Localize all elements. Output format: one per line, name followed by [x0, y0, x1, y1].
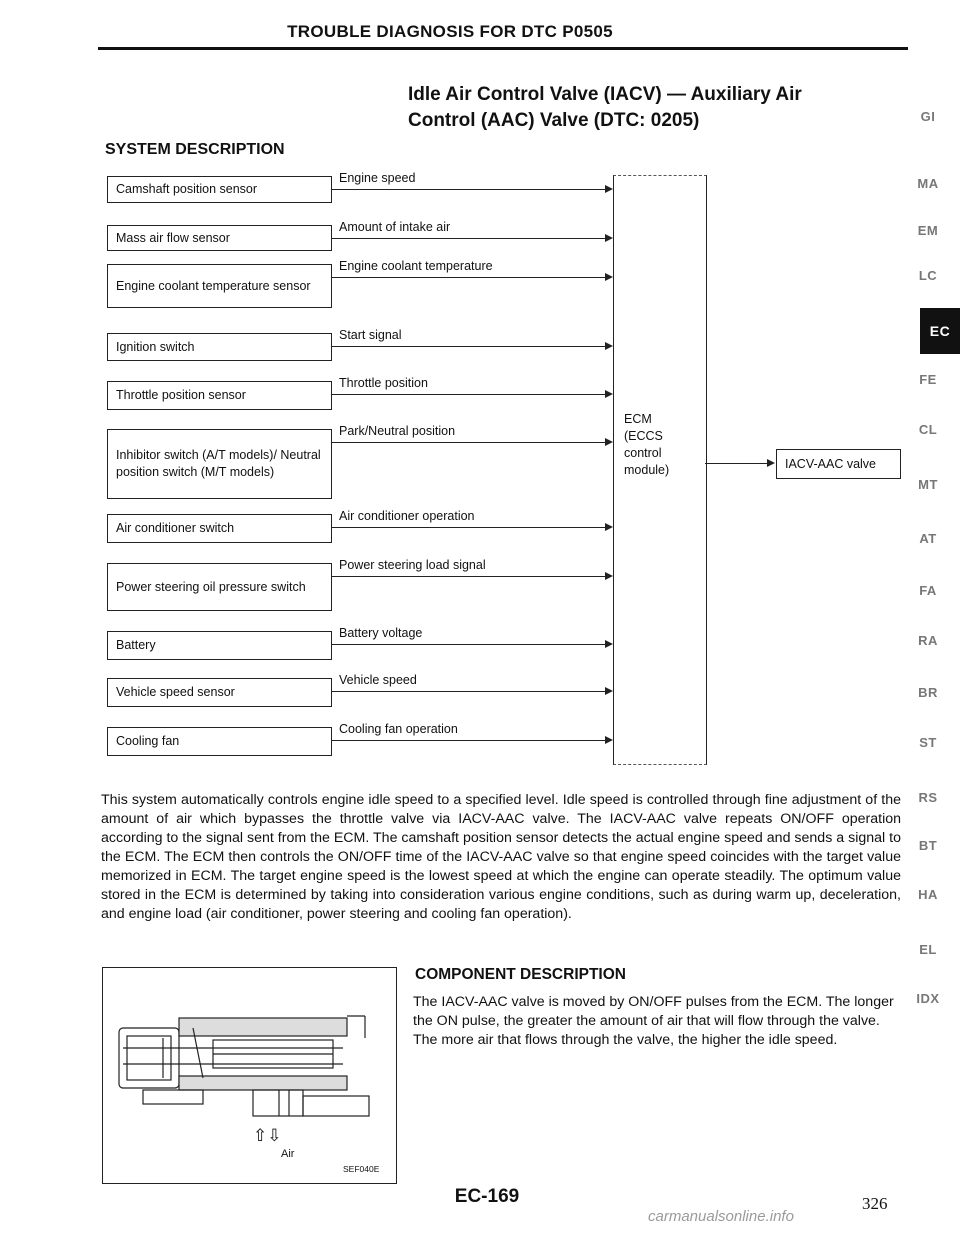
input-sensor-box: Air conditioner switch [107, 514, 332, 543]
component-description-heading: COMPONENT DESCRIPTION [415, 966, 626, 983]
input-signal-label: Power steering load signal [339, 558, 486, 572]
ecm-line: control [624, 446, 662, 460]
section-tab-br[interactable]: BR [918, 685, 938, 700]
signal-line [332, 442, 605, 443]
section-tab-at[interactable]: AT [919, 531, 937, 546]
section-tab-bt[interactable]: BT [918, 838, 938, 853]
signal-line [332, 189, 605, 190]
signal-arrow [605, 736, 613, 744]
input-sensor-box: Power steering oil pressure switch [107, 563, 332, 611]
input-signal-label: Amount of intake air [339, 220, 451, 234]
signal-arrow [605, 640, 613, 648]
input-signal-label: Vehicle speed [339, 673, 417, 687]
input-sensor-box: Engine coolant temperature sensor [107, 264, 332, 308]
section-tab-ma[interactable]: MA [917, 176, 939, 191]
signal-arrow [605, 572, 613, 580]
section-tab-gi[interactable]: GI [920, 109, 936, 124]
signal-line [332, 576, 605, 577]
input-sensor-box: Vehicle speed sensor [107, 678, 332, 707]
section-tab-fa[interactable]: FA [919, 583, 937, 598]
signal-line [332, 691, 605, 692]
section-tab-ha[interactable]: HA [918, 887, 938, 902]
header-rule [98, 47, 908, 50]
signal-arrow [605, 273, 613, 281]
ecm-line: module) [624, 463, 670, 477]
input-signal-label: Engine coolant temperature [339, 259, 493, 273]
iacv-aac-valve-box: IACV-AAC valve [776, 449, 901, 479]
section-tab-lc[interactable]: LC [918, 268, 938, 283]
system-paragraph: This system automatically controls engine idle speed to a specified level. Idle speed is controlled through fine adjustment of the amount of air which bypasses the throttle valve via IACV-AAC valve. The IACV-AAC valve repeats ON/OFF operation according to the signal sent from the ECM. The camshaft position sensor detects the actual engine speed and sends a signal to the ECM. The ECM then controls the ON/OFF time of the IACV-AAC valve so that engine speed coincides with the target value memorized in ECM. The target engine speed is the lowest speed at which the engine can operate steadily. The optimum value stored in the ECM is determined by taking into consideration various engine conditions, such as during warm up, deceleration, and engine load (air conditioner, power steering and cooling fan operation). [101, 792, 901, 922]
signal-arrow [605, 523, 613, 531]
input-sensor-box: Battery [107, 631, 332, 660]
air-flow-arrows: ⇧⇩ [253, 1126, 282, 1145]
signal-arrow [605, 438, 613, 446]
section-tab-fe[interactable]: FE [919, 372, 937, 387]
section-tab-mt[interactable]: MT [918, 477, 938, 492]
input-signal-label: Cooling fan operation [339, 722, 458, 736]
signal-line [332, 740, 605, 741]
figure-air-label: Air [281, 1148, 295, 1160]
page-title: Idle Air Control Valve (IACV) — Auxiliary Air Control (AAC) Valve (DTC: 0205) [408, 84, 802, 131]
input-sensor-box: Mass air flow sensor [107, 225, 332, 251]
signal-line [332, 394, 605, 395]
signal-arrow [605, 234, 613, 242]
watermark: carmanualsonline.info [648, 1208, 794, 1225]
input-signal-label: Start signal [339, 328, 402, 342]
page-number: 326 [862, 1194, 888, 1213]
signal-arrow [605, 342, 613, 350]
section-tab-el[interactable]: EL [919, 942, 937, 957]
section-tab-ra[interactable]: RA [918, 633, 938, 648]
section-tab-cl[interactable]: CL [918, 422, 938, 437]
signal-line [332, 644, 605, 645]
input-sensor-box: Ignition switch [107, 333, 332, 361]
input-sensor-box: Throttle position sensor [107, 381, 332, 410]
section-tab-idx[interactable]: IDX [916, 991, 940, 1006]
section-tab-em[interactable]: EM [917, 223, 939, 238]
section-tab-ec[interactable]: EC [920, 308, 960, 354]
input-sensor-box: Camshaft position sensor [107, 176, 332, 203]
output-arrow [767, 459, 775, 467]
system-description-heading: SYSTEM DESCRIPTION [105, 141, 285, 158]
component-description-text: The IACV-AAC valve is moved by ON/OFF pulses from the ECM. The longer the ON pulse, the greater the amount of air that will flow through the valve. The more air that flows through the valve, the higher the idle speed. [413, 994, 894, 1048]
output-line [705, 463, 767, 464]
iacv-figure [102, 967, 397, 1184]
input-signal-label: Throttle position [339, 376, 428, 390]
ecm-label [624, 411, 669, 479]
signal-line [332, 277, 605, 278]
signal-line [332, 346, 605, 347]
page-code: EC-169 [454, 1186, 520, 1207]
input-signal-label: Air conditioner operation [339, 509, 475, 523]
input-sensor-box: Inhibitor switch (A/T models)/ Neutral position switch (M/T models) [107, 429, 332, 499]
input-signal-label: Park/Neutral position [339, 424, 456, 438]
input-sensor-box: Cooling fan [107, 727, 332, 756]
page-header: TROUBLE DIAGNOSIS FOR DTC P0505 [287, 22, 613, 41]
input-signal-label: Battery voltage [339, 626, 423, 640]
ecm-line: (ECCS [624, 429, 663, 443]
ecm-line: ECM [624, 412, 652, 426]
figure-code: SEF040E [343, 1164, 380, 1174]
signal-arrow [605, 687, 613, 695]
signal-arrow [605, 390, 613, 398]
signal-arrow [605, 185, 613, 193]
signal-line [332, 238, 605, 239]
iacv-valve-illustration [103, 968, 396, 1183]
section-tab-st[interactable]: ST [919, 735, 937, 750]
input-signal-label: Engine speed [339, 171, 416, 185]
section-tab-rs[interactable]: RS [918, 790, 938, 805]
signal-line [332, 527, 605, 528]
